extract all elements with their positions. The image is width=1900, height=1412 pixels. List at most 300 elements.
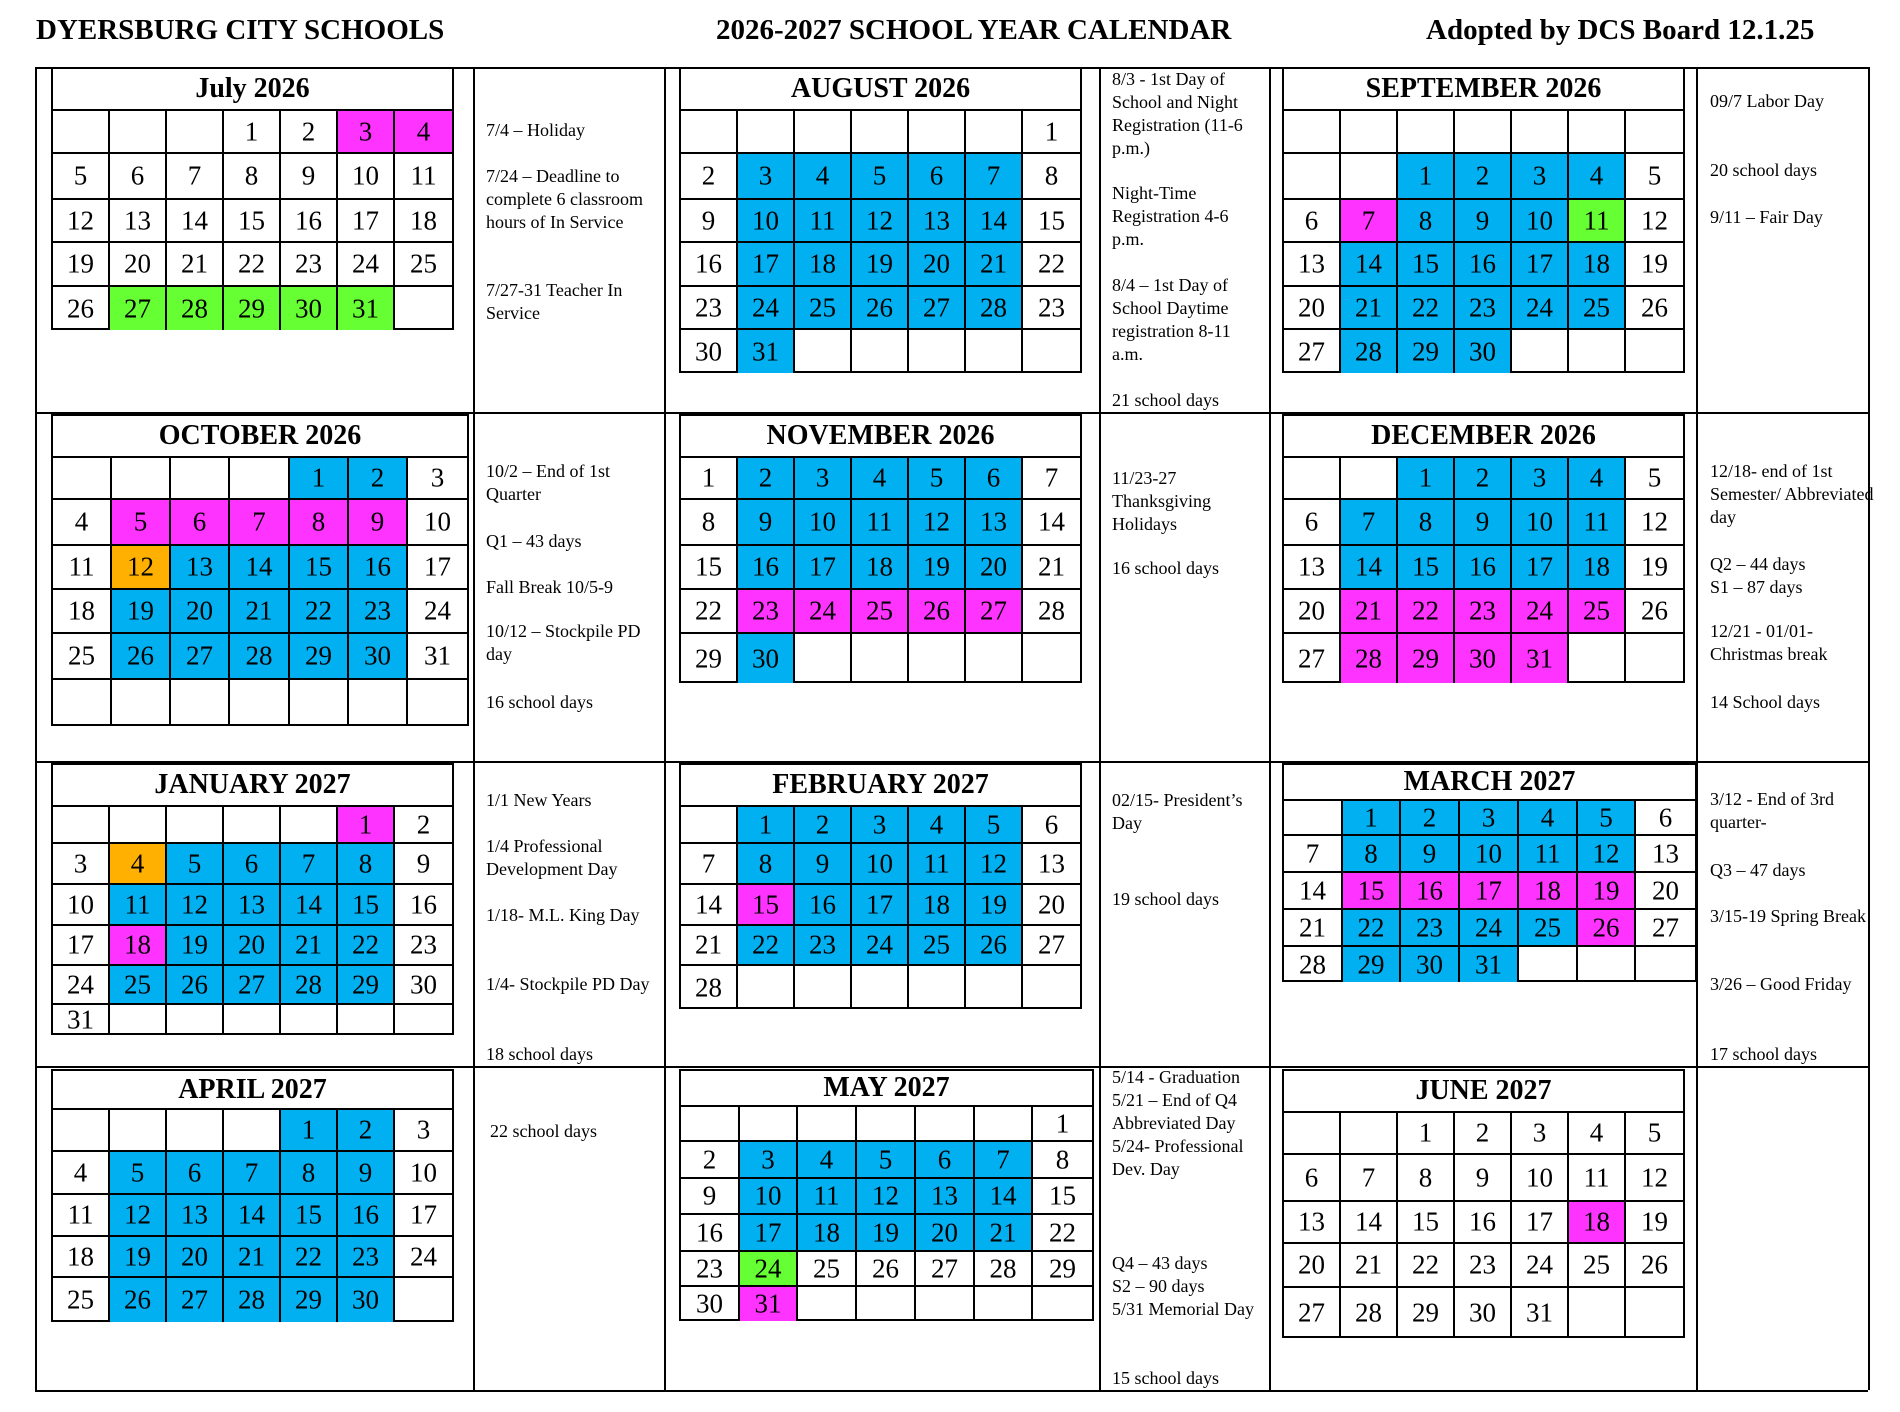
day-number: 22: [305, 595, 332, 626]
day-cell: [1398, 287, 1455, 330]
day-cell: [1341, 330, 1398, 373]
day-number: 12: [67, 205, 94, 235]
day-cell: [852, 966, 909, 1009]
day-number: 8: [1418, 506, 1433, 537]
day-cell: [1343, 801, 1401, 836]
day-cell: [1341, 243, 1398, 287]
day-cell: [966, 885, 1023, 926]
day-cell: [53, 1278, 110, 1322]
day-cell: [167, 154, 224, 200]
day-cell: [795, 926, 852, 966]
day-cell: [681, 330, 738, 373]
day-number: 23: [752, 595, 779, 626]
day-number: 20: [1298, 1249, 1325, 1280]
day-number: 24: [410, 1241, 437, 1271]
day-cell: [338, 1152, 395, 1195]
day-number: 19: [1641, 248, 1668, 279]
day-cell: [338, 844, 395, 885]
month-note: 14 School days: [1710, 692, 1820, 712]
month-title: DECEMBER 2026: [1284, 416, 1683, 458]
month-note: 1/18- M.L. King Day: [486, 905, 640, 925]
day-cell: [53, 966, 110, 1005]
day-number: 12: [866, 205, 893, 235]
day-cell: [975, 1252, 1033, 1287]
day-cell: [1341, 1155, 1398, 1202]
day-number: 31: [67, 1004, 94, 1035]
day-number: 3: [358, 116, 373, 146]
day-number: 2: [1422, 802, 1437, 832]
day-number: 23: [696, 1253, 723, 1283]
day-cell: [110, 287, 167, 330]
day-number: 14: [980, 205, 1007, 235]
day-cell: [395, 1237, 452, 1278]
day-cell: [852, 243, 909, 287]
day-cell: [290, 458, 349, 500]
day-cell: [1023, 500, 1080, 546]
day-cell: [1455, 546, 1512, 590]
month-note: 12/18- end of 1st Semester/ Abbreviated day: [1710, 461, 1878, 527]
month-title: OCTOBER 2026: [53, 416, 467, 458]
day-cell: [1460, 801, 1519, 836]
day-number: 20: [1298, 292, 1325, 322]
day-cell: [909, 500, 966, 546]
day-cell: [852, 458, 909, 500]
day-number: 8: [301, 1157, 316, 1187]
day-cell: [1512, 111, 1569, 154]
day-number: 31: [752, 336, 779, 366]
day-number: 11: [813, 1180, 840, 1211]
day-number: 24: [1526, 292, 1553, 322]
day-cell: [681, 458, 738, 500]
day-number: 26: [67, 293, 94, 323]
day-number: 31: [1526, 1297, 1553, 1328]
day-cell: [1512, 154, 1569, 200]
day-number: 17: [1526, 248, 1553, 279]
day-cell: [224, 1110, 281, 1152]
day-number: 17: [67, 929, 94, 960]
day-cell: [1460, 836, 1519, 873]
day-cell: [53, 844, 110, 885]
day-number: 27: [1652, 912, 1679, 942]
day-number: 18: [813, 1217, 840, 1247]
day-cell: [224, 1005, 281, 1035]
day-cell: [171, 680, 230, 726]
day-cell: [1460, 910, 1519, 947]
day-number: 14: [1038, 506, 1065, 537]
day-cell: [395, 154, 452, 200]
day-cell: [1284, 801, 1343, 836]
day-cell: [795, 154, 852, 200]
day-cell: [966, 807, 1023, 844]
day-cell: [1512, 1113, 1569, 1155]
day-number: 24: [1475, 912, 1502, 942]
day-cell: [681, 926, 738, 966]
day-cell: [1398, 1155, 1455, 1202]
day-number: 3: [1481, 802, 1496, 832]
day-number: 24: [1526, 1249, 1553, 1280]
day-cell: [1398, 1288, 1455, 1338]
day-number: 12: [181, 889, 208, 919]
day-cell: [966, 287, 1023, 330]
day-number: 14: [1355, 551, 1382, 582]
day-cell: [1023, 634, 1080, 683]
day-number: 12: [980, 848, 1007, 878]
day-cell: [53, 200, 110, 243]
day-cell: [966, 500, 1023, 546]
day-cell: [110, 1005, 167, 1035]
day-cell: [1626, 500, 1683, 546]
day-cell: [1626, 1244, 1683, 1288]
day-number: 25: [813, 1253, 840, 1283]
day-cell: [338, 200, 395, 243]
day-number: 13: [980, 506, 1007, 537]
month-calendar-july-2026: [51, 67, 454, 330]
day-cell: [1398, 1244, 1455, 1288]
day-number: 11: [1583, 506, 1610, 537]
day-number: 22: [352, 929, 379, 960]
day-cell: [1284, 947, 1343, 982]
day-cell: [1284, 1155, 1341, 1202]
day-cell: [1023, 844, 1080, 885]
day-number: 1: [1055, 1108, 1070, 1138]
day-cell: [281, 1152, 338, 1195]
month-calendar-june-2027: [1282, 1069, 1685, 1338]
day-cell: [681, 1179, 740, 1215]
day-cell: [224, 966, 281, 1005]
day-number: 23: [1038, 292, 1065, 322]
day-cell: [395, 243, 452, 287]
day-number: 20: [1038, 889, 1065, 919]
day-cell: [909, 458, 966, 500]
day-cell: [281, 111, 338, 154]
day-number: 10: [752, 205, 779, 235]
grid-line-vertical: [473, 67, 475, 1390]
day-number: 29: [695, 643, 722, 673]
day-cell: [171, 500, 230, 546]
day-number: 12: [1641, 1162, 1668, 1192]
day-cell: [857, 1179, 916, 1215]
day-cell: [349, 500, 408, 546]
day-cell: [338, 885, 395, 926]
day-cell: [1284, 1288, 1341, 1338]
day-cell: [224, 926, 281, 966]
day-cell: [167, 1152, 224, 1195]
day-number: 12: [923, 506, 950, 537]
day-cell: [1519, 801, 1578, 836]
day-number: 6: [1304, 205, 1319, 235]
day-cell: [795, 590, 852, 634]
day-number: 27: [186, 640, 213, 671]
day-cell: [281, 807, 338, 844]
day-number: 16: [1469, 248, 1496, 279]
day-number: 21: [1355, 1249, 1382, 1280]
day-cell: [966, 546, 1023, 590]
day-number: 18: [410, 205, 437, 235]
grid-line-horizontal: [35, 1066, 1868, 1068]
day-cell: [230, 500, 290, 546]
day-number: 14: [295, 889, 322, 919]
day-cell: [681, 1252, 740, 1287]
day-cell: [408, 546, 467, 590]
day-cell: [852, 926, 909, 966]
day-number: 28: [1355, 1297, 1382, 1328]
day-number: 30: [352, 1284, 379, 1315]
day-cell: [975, 1215, 1033, 1252]
day-cell: [1636, 947, 1695, 982]
day-number: 6: [986, 462, 1001, 493]
day-cell: [408, 680, 467, 726]
day-number: 12: [124, 1199, 151, 1230]
day-cell: [1636, 873, 1695, 910]
day-cell: [224, 885, 281, 926]
day-number: 16: [364, 551, 391, 582]
day-cell: [857, 1107, 916, 1142]
day-cell: [1578, 801, 1636, 836]
day-number: 5: [878, 1144, 893, 1174]
day-number: 27: [980, 595, 1007, 626]
day-cell: [1455, 111, 1512, 154]
day-cell: [738, 287, 795, 330]
month-note: 22 school days: [490, 1121, 597, 1141]
day-number: 10: [352, 160, 379, 191]
day-cell: [112, 546, 171, 590]
month-note: 18 school days: [486, 1044, 593, 1064]
month-note: 12/21 - 01/01- Christmas break: [1710, 621, 1828, 664]
day-number: 10: [424, 506, 451, 537]
day-number: 23: [1469, 292, 1496, 322]
day-number: 17: [1475, 875, 1502, 905]
day-number: 9: [416, 848, 431, 878]
day-number: 11: [124, 889, 151, 919]
day-cell: [1341, 1113, 1398, 1155]
day-number: 3: [1532, 1117, 1547, 1148]
day-cell: [112, 458, 171, 500]
day-number: 8: [1418, 1162, 1433, 1192]
day-cell: [167, 1278, 224, 1322]
day-cell: [167, 200, 224, 243]
day-number: 11: [1534, 838, 1561, 868]
month-note: 21 school days: [1112, 390, 1219, 410]
day-cell: [1569, 500, 1626, 546]
day-number: 30: [696, 1288, 723, 1319]
day-cell: [1341, 458, 1398, 500]
day-cell: [1343, 947, 1401, 982]
day-cell: [1626, 458, 1683, 500]
day-number: 9: [1475, 1162, 1490, 1192]
day-cell: [230, 458, 290, 500]
day-cell: [738, 634, 795, 683]
day-number: 23: [352, 1241, 379, 1271]
day-number: 31: [424, 640, 451, 671]
day-cell: [224, 844, 281, 885]
day-cell: [1455, 330, 1512, 373]
month-note: 3/15-19 Spring Break: [1710, 906, 1866, 926]
day-cell: [1512, 634, 1569, 683]
day-cell: [795, 243, 852, 287]
day-cell: [1398, 200, 1455, 243]
day-cell: [852, 590, 909, 634]
day-cell: [395, 844, 452, 885]
day-cell: [916, 1215, 975, 1252]
month-note: 19 school days: [1112, 889, 1219, 909]
month-note: Fall Break 10/5-9: [486, 577, 613, 597]
day-cell: [1284, 200, 1341, 243]
day-cell: [852, 634, 909, 683]
day-number: 29: [1412, 643, 1439, 673]
day-number: 27: [1038, 929, 1065, 960]
day-cell: [53, 287, 110, 330]
day-cell: [110, 200, 167, 243]
day-cell: [1398, 500, 1455, 546]
day-number: 22: [1038, 248, 1065, 279]
day-cell: [395, 1195, 452, 1237]
day-number: 21: [1355, 292, 1382, 322]
day-cell: [1023, 885, 1080, 926]
day-number: 14: [238, 1199, 265, 1230]
day-cell: [1284, 243, 1341, 287]
day-number: 31: [1475, 949, 1502, 979]
day-cell: [338, 1278, 395, 1322]
day-cell: [290, 546, 349, 590]
month-calendar-january-2027: [51, 763, 454, 1035]
day-number: 5: [73, 160, 88, 191]
day-number: 14: [695, 889, 722, 919]
day-cell: [852, 287, 909, 330]
day-cell: [909, 634, 966, 683]
day-number: 28: [1299, 949, 1326, 979]
day-number: 24: [754, 1253, 782, 1283]
day-cell: [1512, 330, 1569, 373]
day-cell: [1023, 926, 1080, 966]
day-cell: [975, 1287, 1033, 1321]
day-number: 1: [701, 462, 716, 493]
day-number: 8: [758, 848, 773, 878]
day-cell: [1626, 243, 1683, 287]
day-number: 5: [133, 506, 148, 537]
day-number: 25: [410, 248, 437, 279]
day-number: 4: [819, 1144, 834, 1174]
day-cell: [338, 1237, 395, 1278]
day-cell: [1519, 873, 1578, 910]
day-number: 2: [702, 1144, 717, 1174]
day-number: 7: [1305, 838, 1320, 868]
day-number: 1: [1418, 160, 1433, 191]
day-number: 23: [1469, 1249, 1496, 1280]
day-cell: [909, 966, 966, 1009]
day-number: 27: [1298, 643, 1325, 673]
day-number: 10: [1526, 205, 1553, 235]
day-number: 15: [1038, 205, 1065, 235]
day-number: 22: [1049, 1217, 1076, 1247]
day-cell: [53, 546, 112, 590]
day-number: 28: [1355, 336, 1382, 366]
day-number: 8: [1055, 1144, 1070, 1174]
day-cell: [1398, 634, 1455, 683]
day-number: 16: [1416, 875, 1443, 905]
day-number: 11: [809, 205, 836, 235]
day-cell: [290, 500, 349, 546]
day-cell: [795, 966, 852, 1009]
day-number: 4: [416, 116, 431, 146]
day-cell: [1341, 1288, 1398, 1338]
month-title: APRIL 2027: [53, 1071, 452, 1110]
day-cell: [1512, 1155, 1569, 1202]
day-cell: [395, 1152, 452, 1195]
day-number: 15: [352, 889, 379, 919]
day-number: 25: [809, 292, 836, 322]
day-cell: [395, 926, 452, 966]
grid-line-vertical: [1868, 67, 1870, 1390]
day-number: 7: [187, 160, 202, 191]
day-cell: [408, 500, 467, 546]
day-cell: [681, 1287, 740, 1321]
day-cell: [338, 1005, 395, 1035]
day-number: 26: [181, 969, 208, 999]
day-cell: [1033, 1252, 1092, 1287]
month-title: NOVEMBER 2026: [681, 416, 1080, 458]
day-number: 4: [1589, 160, 1604, 191]
day-cell: [1455, 634, 1512, 683]
day-cell: [681, 590, 738, 634]
day-cell: [681, 1142, 740, 1179]
day-cell: [1398, 243, 1455, 287]
month-title: SEPTEMBER 2026: [1284, 69, 1683, 111]
day-number: 10: [1475, 838, 1502, 868]
day-number: 28: [980, 292, 1007, 322]
day-number: 24: [424, 595, 451, 626]
day-number: 23: [695, 292, 722, 322]
day-cell: [1401, 873, 1460, 910]
day-number: 20: [124, 248, 151, 279]
day-number: 16: [410, 889, 437, 919]
day-cell: [167, 111, 224, 154]
day-number: 5: [1647, 1117, 1662, 1148]
day-cell: [1636, 801, 1695, 836]
day-cell: [738, 885, 795, 926]
day-cell: [1512, 1288, 1569, 1338]
day-cell: [740, 1142, 798, 1179]
day-number: 30: [410, 969, 437, 999]
day-number: 27: [181, 1284, 208, 1315]
day-cell: [795, 807, 852, 844]
day-number: 3: [73, 848, 88, 878]
day-cell: [681, 807, 738, 844]
day-number: 13: [1298, 551, 1325, 582]
day-cell: [53, 500, 112, 546]
day-number: 5: [929, 462, 944, 493]
day-cell: [916, 1107, 975, 1142]
day-cell: [798, 1142, 857, 1179]
day-number: 12: [1641, 506, 1668, 537]
day-cell: [1455, 1155, 1512, 1202]
day-cell: [110, 966, 167, 1005]
day-number: 25: [68, 640, 95, 671]
day-number: 18: [923, 889, 950, 919]
day-number: 5: [1647, 160, 1662, 191]
day-cell: [1033, 1215, 1092, 1252]
grid-line-vertical: [35, 67, 37, 1390]
day-cell: [53, 1005, 110, 1035]
day-cell: [738, 458, 795, 500]
day-cell: [1569, 1288, 1626, 1338]
day-cell: [110, 807, 167, 844]
day-number: 14: [1355, 248, 1382, 279]
day-cell: [1519, 910, 1578, 947]
day-number: 24: [67, 969, 94, 999]
day-number: 18: [68, 595, 95, 626]
day-cell: [1401, 947, 1460, 982]
day-cell: [1341, 546, 1398, 590]
